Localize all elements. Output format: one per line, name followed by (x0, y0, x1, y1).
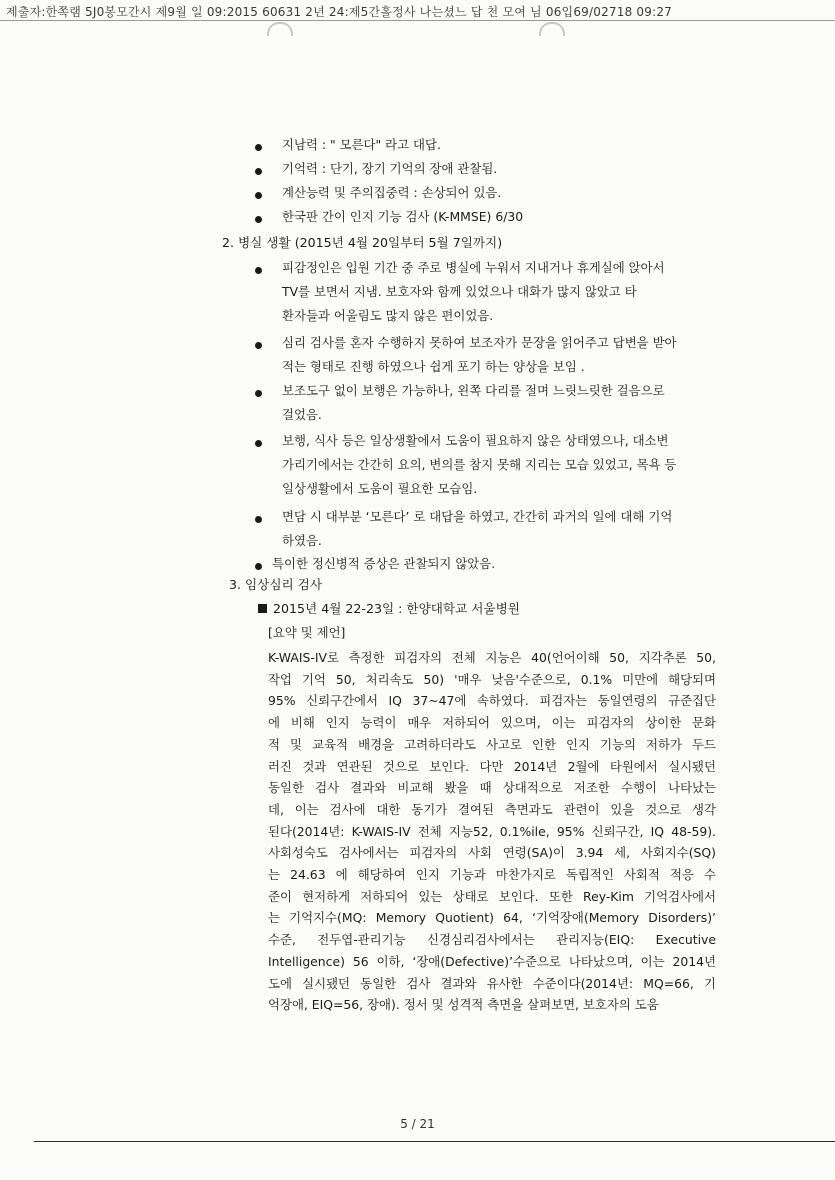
bullet-icon (255, 440, 262, 447)
summary-line: 데, 이는 검사에 대한 동기가 결여된 측면과도 관련이 있을 것으로 생각 (268, 801, 716, 817)
bullet-icon (255, 516, 262, 523)
fax-header-stamp: 제출자:한쪽램 5J0봉모간시 제9월 일 09:2015 60631 2년 24:제5간홀정사 나는셨느 답 천 모여 님 06입69/02718 09:27 (6, 5, 673, 19)
list-item (255, 139, 441, 157)
bullet-icon (255, 563, 262, 570)
list-item (255, 558, 715, 576)
bullet-icon (255, 168, 262, 175)
punch-hole-mark (539, 22, 565, 36)
summary-line: 수준, 전두엽-관리기능 신경심리검사에서는 관리지능(EIQ: Executive (268, 932, 716, 948)
summary-line: 도에 실시됐던 동일한 검사 결과와 유사한 수준이다(2014년: MQ=66, 기 (268, 975, 716, 991)
bullet-text: 한국판 간이 인지 기능 검사 (K-MMSE) 6/30 (282, 209, 524, 224)
bullet-text: 지남력 : " 모른다" 라고 대답. (282, 137, 441, 152)
summary-label: [요약 및 제언] (268, 625, 346, 640)
bullet-text: 보조도구 없이 보행은 가능하나, 왼쪽 다리를 절며 느릿느릿한 걸음으로 걸었음. (282, 383, 665, 422)
punch-hole-mark (267, 22, 293, 36)
bullet-icon (255, 267, 262, 274)
list-item (255, 163, 497, 181)
summary-line: 는 기억지수(MQ: Memory Quotient) 64, ‘기억장애(Memory Disorders)’ (268, 910, 716, 926)
summary-line: K-WAIS-IV로 측정한 피검자의 전체 지능은 40(언어이해 50, 지각추론 50, (268, 650, 716, 665)
square-bullet-icon (258, 604, 267, 613)
page-number: 5 / 21 (400, 1117, 435, 1131)
list-item (255, 511, 715, 553)
summary-line: 는 24.63 에 해당하여 인지 기능과 마찬가지로 독립적인 사회적 적응 수 (268, 867, 716, 883)
summary-line: 사회성숙도 검사에서는 피검자의 사회 연령(SA)이 3.94 세, 사회지수(SQ) (268, 845, 716, 861)
bullet-text: 계산능력 및 주의집중력 : 손상되어 있음. (282, 185, 502, 200)
summary-line: 동일한 검사 결과와 비교해 봤을 때 상대적으로 저조한 수행이 나타났는 (268, 780, 716, 796)
bullet-icon (255, 216, 262, 223)
section-heading: 2. 병실 생활 (2015년 4월 20일부터 5월 7일까지) (222, 235, 503, 250)
bullet-icon (255, 192, 262, 199)
bullet-text: 면담 시 대부분 ‘모른다’ 로 대답을 하였고, 간간히 과거의 일에 대해 기억 하였음. (282, 509, 673, 548)
summary-line: 에 비해 인지 능력이 매우 저하되어 있으며, 이는 피검자의 상이한 문화 (268, 715, 716, 731)
bullet-text: 심리 검사를 혼자 수행하지 못하여 보조자가 문장을 읽어주고 답변을 받아 적는 형태로 진행 하였으나 쉽게 포기 하는 양상을 보임 . (282, 335, 677, 374)
list-item (255, 385, 715, 427)
list-item (255, 187, 501, 205)
summary-line: 작업 기억 50, 처리속도 50) '매우 낮음'수준으로, 0.1% 미만에 해당되며 (268, 671, 716, 687)
section-heading: 3. 임상심리 검사 (229, 577, 323, 592)
list-item (255, 337, 715, 379)
summary-line: Intelligence) 56 이하, ‘장애(Defective)’수준으로 나타났으며, 이는 2014년 (268, 953, 716, 969)
summary-line: 95% 신뢰구간에서 IQ 37~47에 속하였다. 피검자는 동일연령의 규준집단 (268, 693, 716, 709)
bullet-icon (255, 342, 262, 349)
bullet-icon (255, 144, 262, 151)
summary-line: 적 및 교육적 배경을 고려하더라도 사고로 인한 인지 기능의 저하가 두드 (268, 736, 716, 752)
summary-line: 된다(2014년: K-WAIS-IV 전체 지능52, 0.1%ile, 95% 신뢰구간, IQ 48-59). (268, 823, 716, 839)
bullet-text: 피감정인은 입원 기간 중 주로 병실에 누워서 지내거나 휴게실에 앉아서 TV를 보면서 지냄. 보호자와 함께 있었으나 대화가 많지 않았고 타 환자들과 어울림도 많지 않은 편이었음. (282, 260, 665, 323)
summary-line: 러진 것과 연관된 것으로 보인다. 다만 2014년 2월에 타원에서 실시됐던 (268, 758, 716, 774)
bullet-icon (255, 390, 262, 397)
summary-paragraph (268, 647, 716, 1016)
list-item (255, 262, 715, 328)
exam-text: 2015년 4월 22-23일 : 한양대학교 서울병원 (273, 601, 520, 616)
exam-line (258, 600, 520, 618)
bullet-text: 보행, 식사 등은 일상생활에서 도움이 필요하지 않은 상태였으나, 대소변 가리기에서는 간간히 요의, 변의를 참지 못해 지리는 모습 있었고, 목욕 등 일상생활에서 도움이 필요한 모습임. (282, 433, 677, 496)
bullet-text: 특이한 정신병적 증상은 관찰되지 않았음. (272, 556, 496, 571)
summary-line: 준이 현저하게 저하되어 있는 상태로 보인다. 또한 Rey-Kim 기억검사에서 (268, 888, 716, 904)
bullet-text: 기억력 : 단기, 장기 기억의 장애 관찰됨. (282, 161, 498, 176)
list-item (255, 211, 523, 229)
list-item (255, 435, 715, 501)
footer-divider (34, 1141, 835, 1142)
header-divider (0, 20, 835, 21)
summary-line: 억장애, EIQ=56, 장애). 정서 및 성격적 측면을 살펴보면, 보호자의 도움 (268, 997, 659, 1013)
